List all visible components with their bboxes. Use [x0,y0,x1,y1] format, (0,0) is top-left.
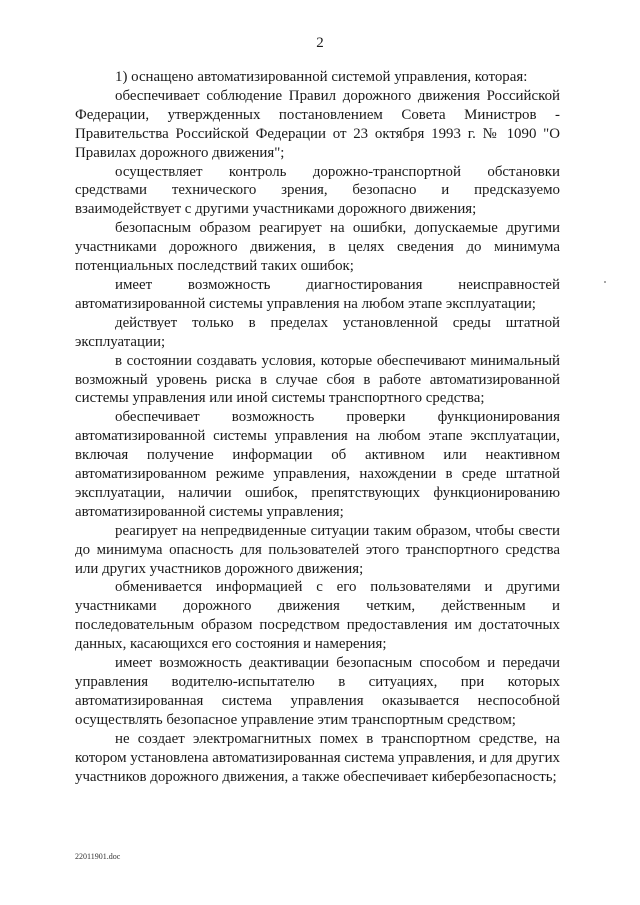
page-number: 2 [316,35,324,51]
paragraph: обеспечивает соблюдение Правил дорожного движения Российской Федерации, утвержденных постановлением Совета Министров - Правительства Российской Федерации от 23 октября 1993 г. № 1090 "О Правилах дорожного движения"; [75,87,560,161]
scan-speck [604,281,606,283]
document-body [75,68,560,786]
paragraph: 1) оснащено автоматизированной системой управления, которая: [115,69,528,85]
paragraph: обеспечивает возможность проверки функционирования автоматизированной системы управления на любом этапе эксплуатации, включая получение информации об активном или неактивном автоматизированном режиме управления, нахождении в среде штатной эксплуатации, наличии ошибок, препятствующих функционированию автоматизированной системы управления; [75,409,560,520]
paragraph: безопасным образом реагирует на ошибки, допускаемые другими участниками дорожного движения, в целях сведения до минимума потенциальных последствий таких ошибок; [75,220,560,275]
file-name-footer: 22011901.doc [75,852,121,861]
paragraph: имеет возможность диагностирования неисправностей автоматизированной системы управления на любом этапе эксплуатации; [75,276,560,312]
paragraph: осуществляет контроль дорожно-транспортной обстановки средствами технического зрения, безопасно и предсказуемо взаимодействует с другими участниками дорожного движения; [75,163,560,218]
paragraph: действует только в пределах установленной среды штатной эксплуатации; [75,314,560,350]
paragraph: в состоянии создавать условия, которые обеспечивают минимальный возможный уровень риска в случае сбоя в работе автоматизированной системы управления или иной системы транспортного средства; [75,352,560,407]
paragraph: обменивается информацией с его пользователями и другими участниками дорожного движения четким, действенным и последовательным образом посредством предоставления им достаточных данных, касающихся его состояния и намерения; [75,579,560,653]
paragraph: не создает электромагнитных помех в транспортном средстве, на котором установлена автоматизированная система управления, и для других участников дорожного движения, а также обеспечивает кибербезопасность; [75,730,560,785]
paragraph: имеет возможность деактивации безопасным способом и передачи управления водителю-испытателю в ситуациях, при которых автоматизированная система управления оказывается неспособной осуществлять безопасное управление этим транспортным средством; [75,655,560,728]
paragraph: реагирует на непредвиденные ситуации таким образом, чтобы свести до минимума опасность для пользователей этого транспортного средства или других участников дорожного движения; [75,522,560,577]
